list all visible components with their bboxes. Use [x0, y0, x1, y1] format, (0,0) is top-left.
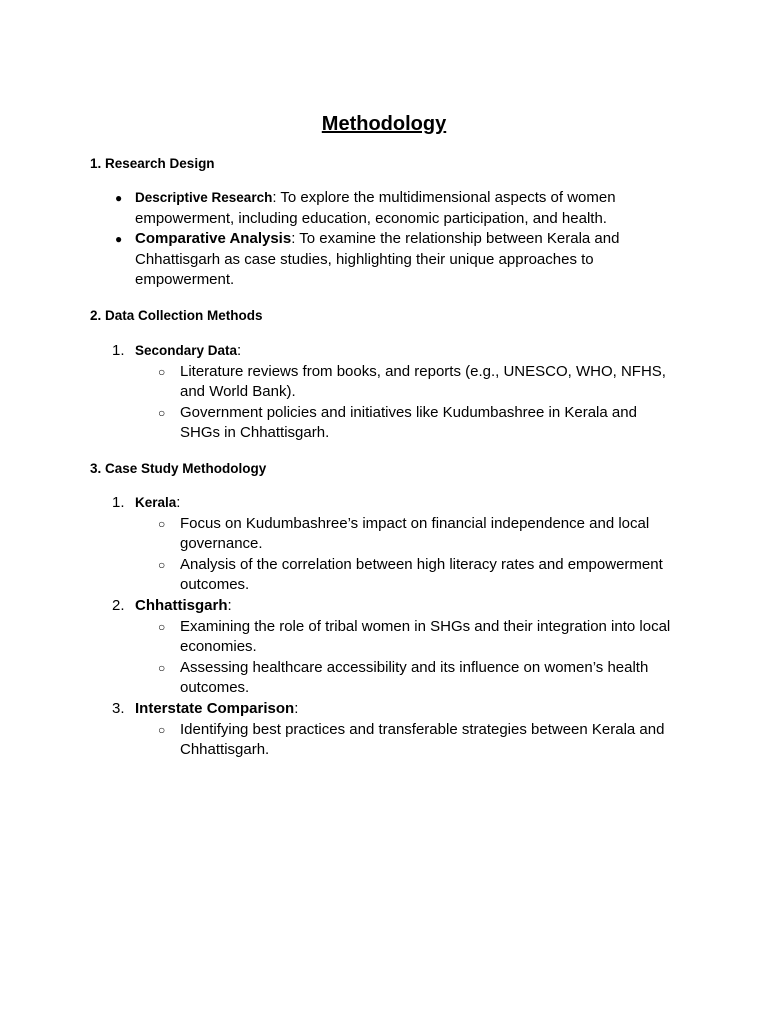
item-lead: Kerala	[135, 495, 177, 510]
circle-bullet-icon: ○	[158, 516, 166, 531]
sub-item-text: Identifying best practices and transferable strategies between Kerala and Chhattisgarh.	[180, 720, 665, 759]
list-number: 2.	[112, 596, 125, 614]
item-text: :	[176, 494, 181, 511]
circle-bullet-icon: ○	[158, 405, 166, 420]
circle-bullet-icon: ○	[158, 364, 166, 379]
item-text: :	[294, 699, 299, 717]
item-lead: Chhattisgarh	[135, 596, 228, 614]
item-lead: Comparative Analysis	[135, 230, 292, 248]
list-item	[90, 596, 690, 699]
research-design-list	[90, 188, 650, 291]
item-lead: Descriptive Research	[135, 190, 273, 205]
sub-list	[135, 617, 690, 699]
item-lead: Secondary Data	[135, 343, 238, 358]
sub-list	[135, 514, 690, 596]
section-heading-data-collection: 2. Data Collection Methods	[90, 308, 263, 323]
circle-bullet-icon: ○	[158, 722, 166, 737]
sub-list-item	[135, 617, 680, 658]
data-collection-list	[90, 341, 690, 444]
list-item	[90, 229, 650, 291]
item-text: :	[227, 596, 232, 614]
circle-bullet-icon: ○	[158, 660, 166, 675]
sub-item-text: Assessing healthcare accessibility and its influence on women’s health outcomes.	[180, 658, 649, 697]
circle-bullet-icon: ○	[158, 557, 166, 572]
sub-item-text: Focus on Kudumbashree’s impact on financial independence and local governance.	[180, 514, 650, 553]
sub-list-item	[135, 403, 680, 444]
sub-item-text: Literature reviews from books, and reports (e.g., UNESCO, WHO, NFHS, and World Bank).	[180, 362, 666, 401]
sub-list-item	[135, 514, 680, 555]
bullet-icon: ●	[115, 191, 123, 205]
list-number: 1.	[112, 494, 125, 511]
list-item	[90, 699, 690, 761]
page-title: Methodology	[321, 113, 447, 135]
item-lead: Interstate Comparison	[135, 699, 295, 717]
sub-list-item	[135, 720, 680, 761]
sub-list	[135, 362, 690, 444]
list-number: 3.	[112, 699, 125, 717]
list-number: 1.	[112, 342, 125, 359]
sub-list-item	[135, 555, 680, 596]
sub-item-text: Government policies and initiatives like Kudumbashree in Kerala and SHGs in Chhattisgarh.	[180, 403, 637, 442]
bullet-icon: ●	[115, 232, 123, 247]
section-heading-case-study: 3. Case Study Methodology	[90, 461, 267, 476]
sub-item-text: Analysis of the correlation between high literacy rates and empowerment outcomes.	[180, 555, 663, 594]
circle-bullet-icon: ○	[158, 619, 166, 634]
item-text: : To explore the multidimensional aspects of women empowerment, including education, economic participation, and health.	[135, 189, 616, 227]
sub-list	[135, 720, 690, 761]
sub-item-text: Examining the role of tribal women in SHGs and their integration into local economies.	[180, 617, 671, 656]
list-item	[90, 341, 690, 444]
list-item	[90, 493, 690, 596]
list-item	[90, 188, 650, 229]
sub-list-item	[135, 362, 680, 403]
item-text: : To examine the relationship between Kerala and Chhattisgarh as case studies, highlighting their unique approaches to empowerment.	[135, 230, 620, 289]
sub-list-item	[135, 658, 680, 699]
section-heading-research-design: 1. Research Design	[90, 156, 215, 171]
item-text: :	[237, 342, 242, 359]
case-study-list	[90, 493, 690, 761]
